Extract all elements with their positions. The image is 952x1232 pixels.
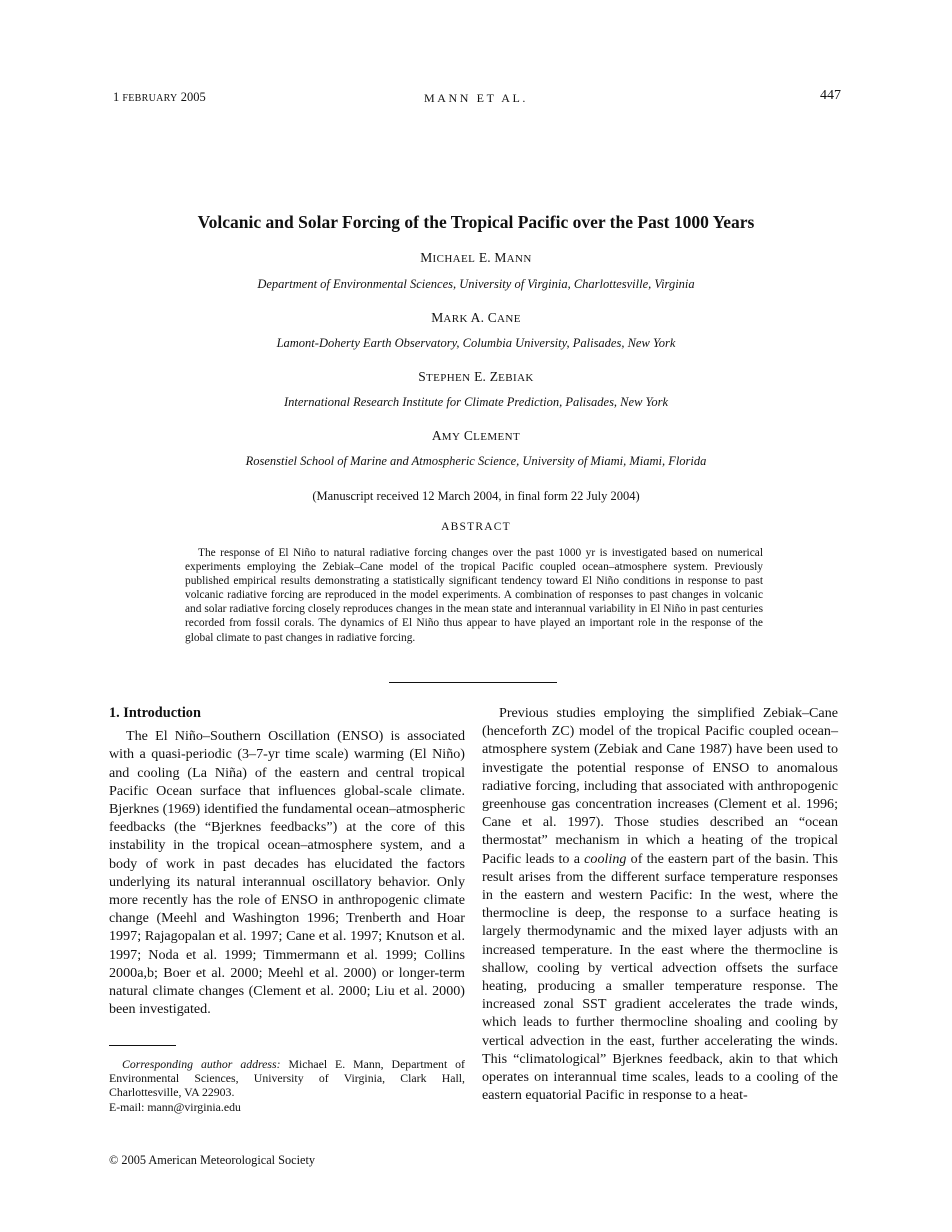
author-affiliation: Rosenstiel School of Marine and Atmospheric Science, University of Miami, Miami, Florida: [245, 454, 707, 468]
author-affiliation: Lamont-Doherty Earth Observatory, Columbia University, Palisades, New York: [276, 336, 676, 350]
abstract-text: The response of El Niño to natural radiative forcing changes over the past 1000 yr is investigated based on numerical experiments employing the Zebiak–Cane model of the tropical Pacific coupled ocean–atmosphere system. Previously published empirical results demonstrating a statistically significant tendency toward El Niño conditions in response to past volcanic radiative forcing are reproduced in the model experiments. A combination of responses to past changes in volcanic and solar radiative forcing closely reproduces changes in the mean state and interannual variability in El Niño in past centuries recorded from fossil corals. The dynamics of El Niño thus appear to have played an important role in the response of the global climate to past changes in radiative forcing.: [185, 547, 763, 644]
author-name: AMY CLEMENT: [431, 428, 521, 443]
body-paragraph: The El Niño–Southern Oscillation (ENSO) is associated with a quasi-periodic (3–7-yr time scale) warming (El Niño) and cooling (La Niña) of the eastern and central tropical Pacific Ocean surface that influences global-scale climate. Bjerknes (1969) identified the fundamental ocean–atmospheric feedbacks (the “Bjerknes feedbacks”) at the core of this instability in the tropical ocean–atmosphere system, and a body of work in past decades has elucidated the factors underlying its natural interannual oscillatory behavior. Only more recently has the role of ENSO in anthropogenic climate change (Meehl and Washington 1996; Trenberth and Hoar 1997; Rajagopalan et al. 1997; Cane et al. 1997; Knutson et al. 1997; Noda et al. 1999; Timmermann et al. 1999; Collins 2000a,b; Boer et al. 2000; Meehl et al. 2000) or longer-term natural climate changes (Clement et al. 2000; Liu et al. 2000) been investigated.: [109, 728, 465, 1018]
author-affiliation: International Research Institute for Climate Prediction, Palisades, New York: [284, 395, 668, 409]
body-paragraph: Previous studies employing the simplified Zebiak–Cane (henceforth ZC) model of the tropical Pacific coupled ocean–atmosphere system (Zebiak and Cane 1987) have been used to investigate the potential response of ENSO to anomalous radiative forcing, including that associated with anthropogenic greenhouse gas concentration increases (Clement et al. 1996; Cane et al. 1997). Those studies described an “ocean thermostat” mechanism in which a heating of the tropical Pacific leads to a cooling of the eastern part of the basin. This result arises from the different surface temperature responses in the eastern and western Pacific: In the west, where the thermocline is deep, the response to a surface heating is largely thermodynamic and the mixed layer adjusts with an increased temperature. In the east where the thermocline is shallow, cooling by vertical advection offsets the surface heating, producing a smaller temperature response. The increased zonal SST gradient accelerates the trade winds, which leads to further thermocline shoaling and cooling by vertical advection in the east, further accelerating the winds. This “climatological” Bjerknes feedback, akin to that which operates on interannual time scales, leads to a cooling of the eastern equatorial Pacific in response to a heat-: [482, 705, 838, 1104]
author-email: E-mail: mann@virginia.edu: [109, 1099, 241, 1114]
header-running-title: MANN ET AL.: [423, 91, 529, 105]
section-heading: 1. Introduction: [109, 705, 201, 721]
manuscript-received: (Manuscript received 12 March 2004, in final form 22 July 2004): [312, 489, 640, 503]
header-page-number: 447: [820, 88, 841, 103]
footnote-rule: [109, 1045, 176, 1046]
left-column: [109, 704, 465, 1018]
section-divider: [389, 682, 557, 683]
right-column: [482, 704, 838, 1104]
header-date-day: 1: [113, 90, 123, 104]
header-date-year: 2005: [177, 90, 206, 104]
emphasis: cooling: [584, 850, 627, 867]
author-name: MICHAEL E. MANN: [420, 250, 532, 265]
abstract-heading: ABSTRACT: [441, 521, 511, 533]
abstract: [185, 546, 763, 645]
copyright: © 2005 American Meteorological Society: [109, 1153, 316, 1167]
header-date-month: FEBRUARY: [122, 93, 178, 104]
corresponding-author: Corresponding author address: Michael E. Mann, Department of Environmental Sciences, University of Virginia, Clark Hall, Charlottesville, VA 22903.: [109, 1057, 465, 1100]
paper-title: Volcanic and Solar Forcing of the Tropical Pacific over the Past 1000 Years: [197, 212, 755, 232]
author-name: MARK A. CANE: [431, 310, 521, 325]
author-name: STEPHEN E. ZEBIAK: [418, 369, 534, 384]
author-affiliation: Department of Environmental Sciences, University of Virginia, Charlottesville, Virginia: [257, 277, 695, 291]
footnote: [109, 1057, 465, 1114]
